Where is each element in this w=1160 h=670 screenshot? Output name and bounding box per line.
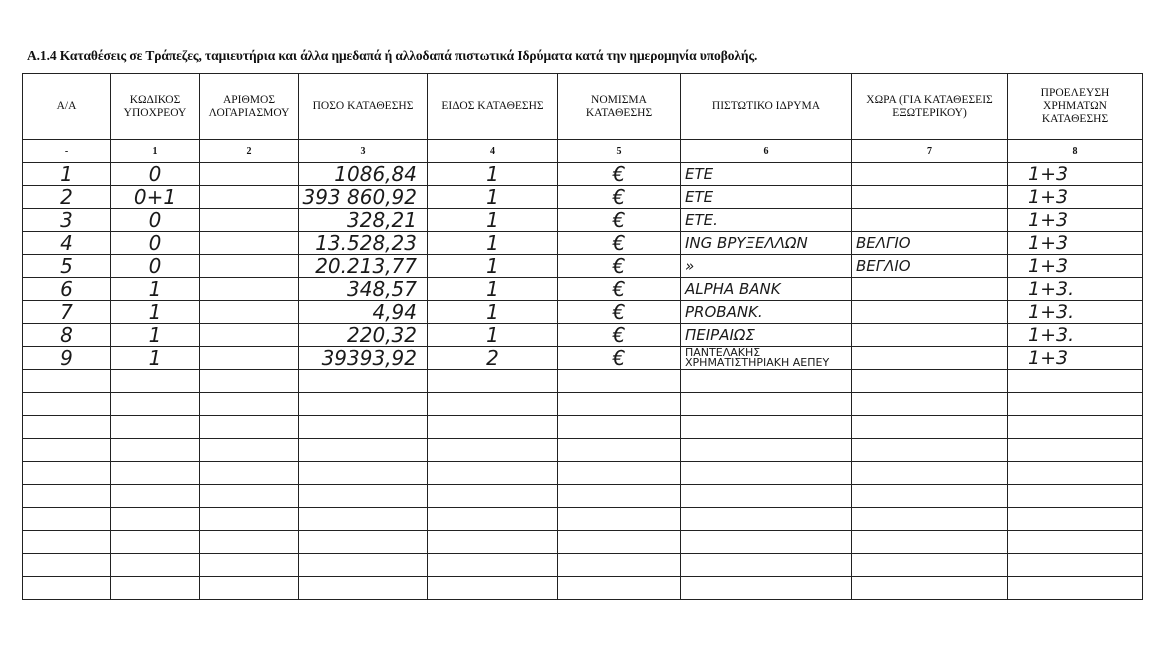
credit-institution: » <box>685 257 695 275</box>
empty-cell <box>428 554 558 577</box>
funds-origin-cell <box>1008 255 1143 278</box>
deposit-currency-cell <box>558 186 681 209</box>
empty-cell <box>299 416 428 439</box>
obligor-code-cell <box>111 255 200 278</box>
empty-cell <box>1008 531 1143 554</box>
credit-institution-cell <box>681 186 852 209</box>
empty-cell <box>200 508 299 531</box>
empty-cell <box>111 508 200 531</box>
deposit-amount: 39393,92 <box>321 346 417 370</box>
deposit-type-cell <box>428 209 558 232</box>
empty-cell <box>111 416 200 439</box>
empty-cell <box>200 416 299 439</box>
credit-institution-cell <box>681 163 852 186</box>
column-number: 8 <box>1008 140 1143 163</box>
empty-cell <box>111 531 200 554</box>
empty-cell <box>111 485 200 508</box>
empty-cell <box>428 485 558 508</box>
funds-origin-cell <box>1008 324 1143 347</box>
funds-origin: 1+3. <box>1028 301 1075 323</box>
deposit-type-cell <box>428 278 558 301</box>
column-number: 3 <box>299 140 428 163</box>
deposit-amount: 1086,84 <box>334 162 417 186</box>
empty-cell <box>428 416 558 439</box>
deposit-type: 1 <box>486 254 499 278</box>
header-account: ΑΡΙΘΜΟΣ ΛΟΓΑΡΙΑΣΜΟΥ <box>200 74 299 140</box>
empty-cell <box>852 439 1008 462</box>
obligor-code: 0 <box>148 208 162 232</box>
deposit-amount-cell <box>299 301 428 324</box>
empty-cell <box>852 531 1008 554</box>
empty-cell <box>558 416 681 439</box>
deposit-currency: € <box>612 254 626 278</box>
deposit-type-cell <box>428 301 558 324</box>
row-number: 8 <box>60 323 73 347</box>
country: ΒΕΓΛΙΟ <box>856 257 911 275</box>
empty-cell <box>200 462 299 485</box>
table-row <box>23 163 1143 186</box>
empty-cell <box>681 508 852 531</box>
country-cell <box>852 255 1008 278</box>
credit-institution: ΕΤΕ <box>685 165 714 183</box>
account-number-cell <box>200 324 299 347</box>
deposit-type-cell <box>428 324 558 347</box>
funds-origin: 1+3 <box>1028 255 1069 277</box>
empty-cell <box>428 462 558 485</box>
deposit-currency-cell <box>558 301 681 324</box>
deposit-amount-cell <box>299 255 428 278</box>
empty-cell <box>852 554 1008 577</box>
obligor-code: 0 <box>148 254 162 278</box>
deposit-amount: 13.528,23 <box>315 231 417 255</box>
deposit-currency-cell <box>558 347 681 370</box>
empty-cell <box>23 462 111 485</box>
row-number: 7 <box>60 300 73 324</box>
account-number-cell <box>200 278 299 301</box>
funds-origin: 1+3. <box>1028 278 1075 300</box>
empty-cell <box>111 462 200 485</box>
header-country: ΧΩΡΑ (ΓΙΑ ΚΑΤΑΘΕΣΕΙΣ ΕΞΩΤΕΡΙΚΟΥ) <box>852 74 1008 140</box>
deposit-type: 1 <box>486 185 499 209</box>
deposits-table <box>22 73 1143 600</box>
country-cell <box>852 163 1008 186</box>
table-row <box>23 209 1143 232</box>
funds-origin: 1+3 <box>1028 163 1069 185</box>
deposit-amount-cell <box>299 163 428 186</box>
deposit-type: 1 <box>486 277 499 301</box>
empty-cell <box>1008 485 1143 508</box>
account-number-cell <box>200 255 299 278</box>
empty-cell <box>852 370 1008 393</box>
credit-institution-cell <box>681 232 852 255</box>
column-number: - <box>23 140 111 163</box>
deposit-currency-cell <box>558 209 681 232</box>
deposit-currency: € <box>612 231 626 255</box>
deposit-currency-cell <box>558 232 681 255</box>
empty-cell <box>299 439 428 462</box>
obligor-code-cell <box>111 278 200 301</box>
row-number: 5 <box>60 254 73 278</box>
header-type: ΕΙΔΟΣ ΚΑΤΑΘΕΣΗΣ <box>428 74 558 140</box>
empty-cell <box>299 508 428 531</box>
empty-table-row <box>23 577 1143 600</box>
empty-cell <box>558 393 681 416</box>
empty-table-row <box>23 554 1143 577</box>
row-number-cell <box>23 255 111 278</box>
deposit-currency-cell <box>558 255 681 278</box>
empty-cell <box>299 554 428 577</box>
empty-cell <box>200 439 299 462</box>
empty-cell <box>428 577 558 600</box>
table-row <box>23 255 1143 278</box>
header-row <box>23 74 1143 140</box>
deposit-currency-cell <box>558 278 681 301</box>
funds-origin: 1+3. <box>1028 324 1075 346</box>
section-title: Α.1.4 Καταθέσεις σε Τράπεζες, ταμιευτήρια και άλλα ημεδαπά ή αλλοδαπά πιστωτικά Ιδρύματα κατά την ημερομηνία υποβολής. <box>27 48 758 63</box>
empty-cell <box>428 531 558 554</box>
country-cell <box>852 232 1008 255</box>
column-number: 1 <box>111 140 200 163</box>
deposit-type-cell <box>428 163 558 186</box>
deposit-currency-cell <box>558 324 681 347</box>
empty-cell <box>200 554 299 577</box>
empty-cell <box>299 370 428 393</box>
account-number-cell <box>200 186 299 209</box>
deposit-currency: € <box>612 300 626 324</box>
header-aa: Α/Α <box>23 74 111 140</box>
deposit-currency: € <box>612 346 626 370</box>
obligor-code: 1 <box>148 346 162 370</box>
empty-cell <box>681 485 852 508</box>
row-number: 9 <box>60 346 73 370</box>
column-number: 7 <box>852 140 1008 163</box>
empty-cell <box>299 393 428 416</box>
obligor-code-cell <box>111 232 200 255</box>
empty-cell <box>558 462 681 485</box>
empty-cell <box>200 531 299 554</box>
deposit-type-cell <box>428 232 558 255</box>
row-number: 2 <box>60 185 73 209</box>
funds-origin: 1+3 <box>1028 232 1069 254</box>
empty-cell <box>299 577 428 600</box>
empty-table-row <box>23 531 1143 554</box>
deposit-amount: 220,32 <box>347 323 417 347</box>
obligor-code: 1 <box>148 300 162 324</box>
empty-cell <box>852 508 1008 531</box>
table-row <box>23 232 1143 255</box>
row-number: 6 <box>60 277 73 301</box>
empty-cell <box>852 577 1008 600</box>
deposit-type-cell <box>428 255 558 278</box>
empty-table-row <box>23 462 1143 485</box>
deposit-currency: € <box>612 323 626 347</box>
empty-cell <box>111 554 200 577</box>
empty-cell <box>852 462 1008 485</box>
credit-institution-cell <box>681 301 852 324</box>
obligor-code-cell <box>111 163 200 186</box>
obligor-code: 0 <box>148 162 162 186</box>
column-number: 6 <box>681 140 852 163</box>
funds-origin-cell <box>1008 301 1143 324</box>
table-row <box>23 324 1143 347</box>
table-row <box>23 278 1143 301</box>
header-amount: ΠΟΣΟ ΚΑΤΑΘΕΣΗΣ <box>299 74 428 140</box>
funds-origin-cell <box>1008 186 1143 209</box>
funds-origin-cell <box>1008 232 1143 255</box>
deposit-type: 1 <box>486 162 499 186</box>
deposit-type-cell <box>428 347 558 370</box>
deposit-amount-cell <box>299 209 428 232</box>
credit-institution-line1: ΠΑΝΤΕΛΑΚΗΣ <box>685 346 761 359</box>
obligor-code-cell <box>111 209 200 232</box>
empty-cell <box>558 439 681 462</box>
row-number-cell <box>23 232 111 255</box>
credit-institution-cell <box>681 255 852 278</box>
deposit-type: 1 <box>486 323 499 347</box>
empty-cell <box>1008 393 1143 416</box>
header-code: ΚΩΔΙΚΟΣ ΥΠΟΧΡΕΟΥ <box>111 74 200 140</box>
empty-cell <box>111 393 200 416</box>
funds-origin-cell <box>1008 347 1143 370</box>
table-row <box>23 347 1143 370</box>
empty-cell <box>428 439 558 462</box>
deposit-type: 1 <box>486 231 499 255</box>
credit-institution-cell <box>681 347 852 370</box>
row-number-cell <box>23 278 111 301</box>
empty-cell <box>558 554 681 577</box>
country-cell <box>852 347 1008 370</box>
country-cell <box>852 278 1008 301</box>
column-number: 4 <box>428 140 558 163</box>
funds-origin: 1+3 <box>1028 347 1069 369</box>
empty-cell <box>1008 462 1143 485</box>
funds-origin-cell <box>1008 209 1143 232</box>
table-row <box>23 186 1143 209</box>
row-number-cell <box>23 163 111 186</box>
column-number: 2 <box>200 140 299 163</box>
deposit-amount: 348,57 <box>347 277 417 301</box>
empty-cell <box>681 554 852 577</box>
empty-table-row <box>23 485 1143 508</box>
row-number: 1 <box>60 162 73 186</box>
empty-cell <box>1008 554 1143 577</box>
empty-cell <box>23 485 111 508</box>
row-number-cell <box>23 347 111 370</box>
column-number: 5 <box>558 140 681 163</box>
country-cell <box>852 324 1008 347</box>
table-row <box>23 301 1143 324</box>
row-number-cell <box>23 209 111 232</box>
header-origin: ΠΡΟΕΛΕΥΣΗ ΧΡΗΜΑΤΩΝ ΚΑΤΑΘΕΣΗΣ <box>1008 74 1143 140</box>
deposit-currency: € <box>612 162 626 186</box>
obligor-code: 0 <box>148 231 162 255</box>
empty-cell <box>681 531 852 554</box>
empty-cell <box>428 393 558 416</box>
deposit-type: 2 <box>486 346 499 370</box>
empty-cell <box>558 370 681 393</box>
empty-cell <box>200 485 299 508</box>
empty-cell <box>681 416 852 439</box>
empty-cell <box>558 531 681 554</box>
deposit-amount: 4,94 <box>372 300 417 324</box>
empty-cell <box>23 531 111 554</box>
empty-cell <box>299 485 428 508</box>
empty-cell <box>23 393 111 416</box>
country: ΒΕΛΓΙΟ <box>856 234 911 252</box>
country-cell <box>852 301 1008 324</box>
deposit-currency: € <box>612 277 626 301</box>
deposit-amount: 393 860,92 <box>302 185 417 209</box>
deposit-currency: € <box>612 185 626 209</box>
deposit-currency-cell <box>558 163 681 186</box>
empty-cell <box>111 577 200 600</box>
empty-cell <box>1008 508 1143 531</box>
deposit-type: 1 <box>486 300 499 324</box>
deposit-amount: 328,21 <box>347 208 417 232</box>
credit-institution-cell <box>681 324 852 347</box>
deposit-type: 1 <box>486 208 499 232</box>
empty-table-row <box>23 508 1143 531</box>
account-number-cell <box>200 232 299 255</box>
empty-cell <box>558 577 681 600</box>
empty-cell <box>558 485 681 508</box>
obligor-code-cell <box>111 347 200 370</box>
deposit-amount-cell <box>299 232 428 255</box>
empty-cell <box>23 439 111 462</box>
deposit-amount-cell <box>299 347 428 370</box>
deposit-amount-cell <box>299 278 428 301</box>
column-number-row <box>23 140 1143 163</box>
credit-institution-multiline <box>681 348 851 368</box>
credit-institution-line2: ΧΡΗΜΑΤΙΣΤΗΡΙΑΚΗ ΑΕΠΕΥ <box>685 356 830 369</box>
funds-origin: 1+3 <box>1028 209 1069 231</box>
empty-cell <box>111 439 200 462</box>
empty-cell <box>23 554 111 577</box>
credit-institution: ΠΕΙΡΑΙΩΣ <box>685 326 755 344</box>
empty-cell <box>1008 577 1143 600</box>
deposit-amount-cell <box>299 324 428 347</box>
deposit-amount: 20.213,77 <box>315 254 417 278</box>
empty-table-row <box>23 393 1143 416</box>
empty-cell <box>558 508 681 531</box>
credit-institution: PROBANK. <box>685 303 763 321</box>
empty-cell <box>681 462 852 485</box>
empty-cell <box>23 508 111 531</box>
country-cell <box>852 186 1008 209</box>
empty-cell <box>852 393 1008 416</box>
obligor-code-cell <box>111 186 200 209</box>
empty-cell <box>681 577 852 600</box>
empty-cell <box>428 508 558 531</box>
obligor-code: 0+1 <box>133 185 177 209</box>
empty-cell <box>681 370 852 393</box>
credit-institution: ING ΒΡΥΞΕΛΛΩΝ <box>685 234 808 252</box>
credit-institution-cell <box>681 278 852 301</box>
empty-cell <box>681 393 852 416</box>
credit-institution: ΕΤΕ. <box>685 211 718 229</box>
empty-cell <box>299 462 428 485</box>
deposit-amount-cell <box>299 186 428 209</box>
empty-cell <box>200 370 299 393</box>
empty-table-row <box>23 370 1143 393</box>
obligor-code: 1 <box>148 277 162 301</box>
empty-cell <box>681 439 852 462</box>
empty-cell <box>299 531 428 554</box>
row-number: 4 <box>60 231 73 255</box>
funds-origin: 1+3 <box>1028 186 1069 208</box>
row-number-cell <box>23 324 111 347</box>
account-number-cell <box>200 301 299 324</box>
empty-cell <box>23 416 111 439</box>
empty-cell <box>23 577 111 600</box>
account-number-cell <box>200 209 299 232</box>
deposit-type-cell <box>428 186 558 209</box>
deposit-currency: € <box>612 208 626 232</box>
empty-cell <box>200 577 299 600</box>
account-number-cell <box>200 347 299 370</box>
account-number-cell <box>200 163 299 186</box>
row-number-cell <box>23 301 111 324</box>
obligor-code-cell <box>111 301 200 324</box>
funds-origin-cell <box>1008 278 1143 301</box>
header-currency: ΝΟΜΙΣΜΑ ΚΑΤΑΘΕΣΗΣ <box>558 74 681 140</box>
empty-table-row <box>23 439 1143 462</box>
empty-cell <box>1008 370 1143 393</box>
country-cell <box>852 209 1008 232</box>
funds-origin-cell <box>1008 163 1143 186</box>
row-number-cell <box>23 186 111 209</box>
obligor-code: 1 <box>148 323 162 347</box>
header-bank: ΠΙΣΤΩΤΙΚΟ ΙΔΡΥΜΑ <box>681 74 852 140</box>
empty-cell <box>23 370 111 393</box>
row-number: 3 <box>60 208 73 232</box>
empty-cell <box>200 393 299 416</box>
obligor-code-cell <box>111 324 200 347</box>
empty-cell <box>1008 439 1143 462</box>
credit-institution: ΕΤΕ <box>685 188 714 206</box>
credit-institution: ALPHA BANK <box>685 280 781 298</box>
empty-cell <box>428 370 558 393</box>
empty-cell <box>852 416 1008 439</box>
empty-cell <box>1008 416 1143 439</box>
credit-institution-cell <box>681 209 852 232</box>
empty-cell <box>111 370 200 393</box>
empty-cell <box>852 485 1008 508</box>
empty-table-row <box>23 416 1143 439</box>
